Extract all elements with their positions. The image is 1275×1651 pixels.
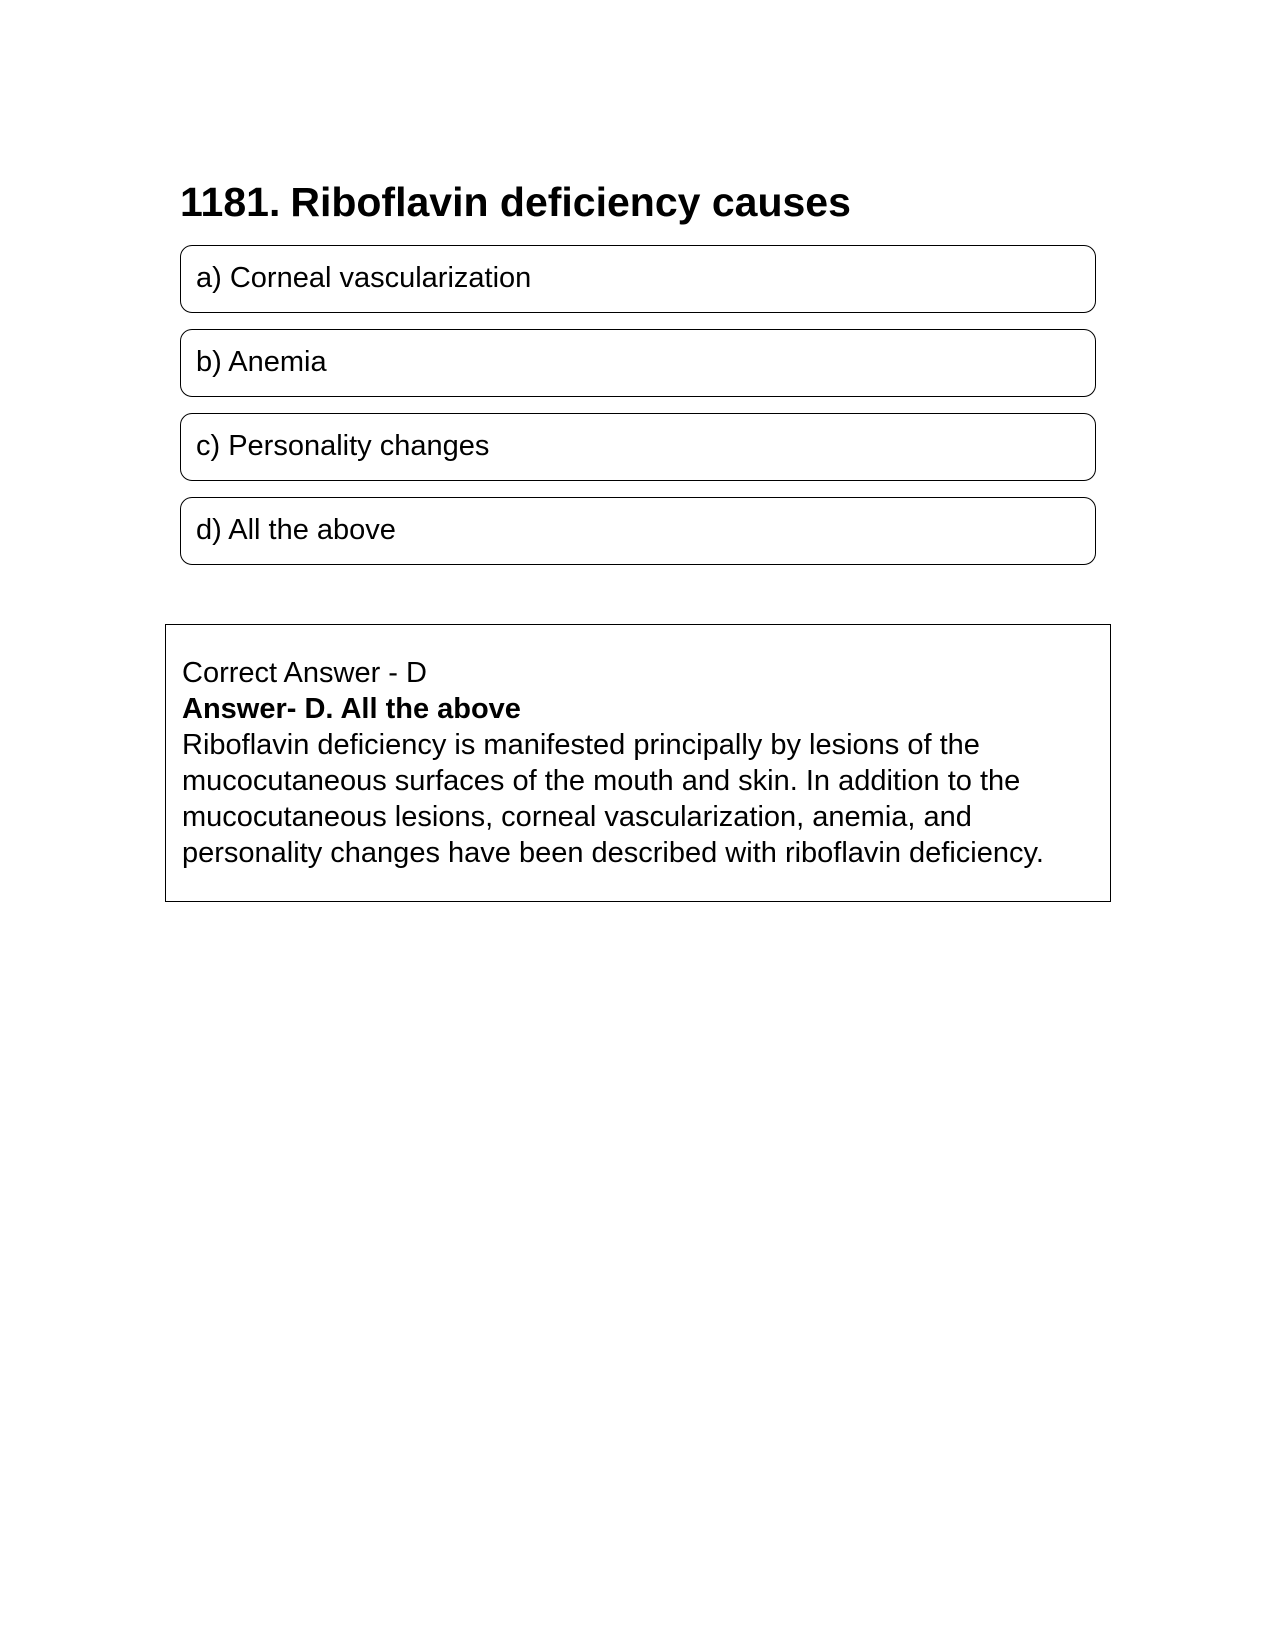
correct-answer-line: Correct Answer - D: [182, 657, 427, 689]
question-text: Riboflavin deficiency causes: [290, 179, 851, 225]
option-d[interactable]: d) All the above: [180, 497, 1096, 565]
options-list: [180, 245, 1096, 581]
answer-box: [165, 624, 1111, 902]
question-title: [180, 176, 851, 228]
answer-heading: Answer- D. All the above: [182, 693, 521, 725]
option-c[interactable]: c) Personality changes: [180, 413, 1096, 481]
option-b[interactable]: b) Anemia: [180, 329, 1096, 397]
question-number: 1181.: [180, 179, 281, 225]
option-a[interactable]: a) Corneal vascularization: [180, 245, 1096, 313]
answer-explanation: Riboflavin deficiency is manifested principally by lesions of the mucocutaneous surfaces of the mouth and skin. In addition to the mucocutaneous lesions, corneal vascularization, anemia, and personality changes have been described with riboflavin deficiency.: [182, 729, 1044, 869]
